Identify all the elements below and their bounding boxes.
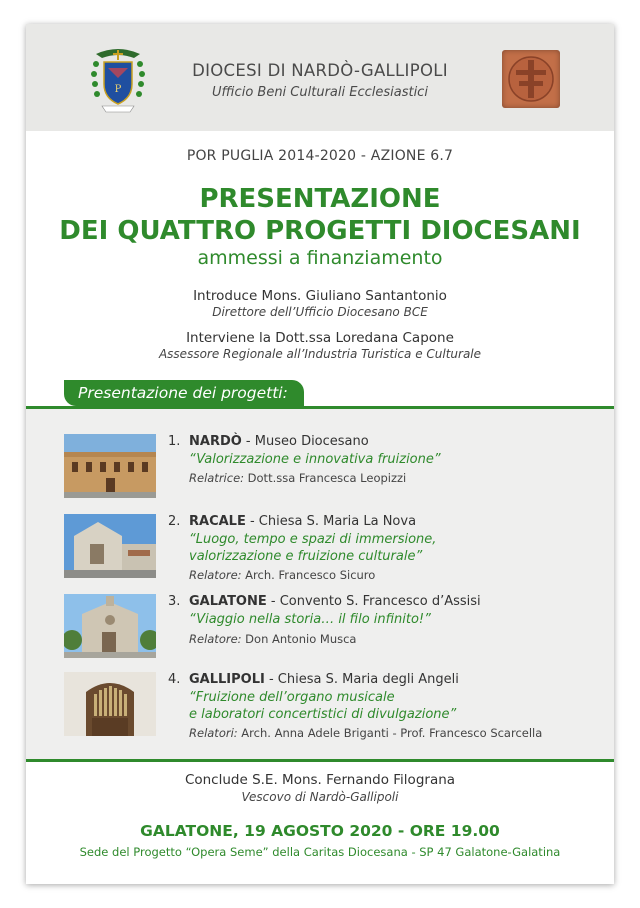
convent-photo bbox=[64, 594, 156, 658]
project-title: “Luogo, tempo e spazi di immersione, bbox=[189, 532, 437, 547]
project-number: 2. bbox=[168, 514, 181, 529]
speaker-name: Dott.ssa Francesca Leopizzi bbox=[244, 471, 407, 485]
project-speaker bbox=[189, 568, 375, 582]
speaker: Interviene la Dott.ssa Loredana Capone bbox=[186, 330, 454, 346]
office-name: Ufficio Beni Culturali Ecclesiastici bbox=[212, 85, 428, 100]
title-line-2: DEI QUATTRO PROGETTI DIOCESANI bbox=[59, 216, 581, 246]
title-line-3: ammessi a finanziamento bbox=[197, 247, 443, 269]
project-number: 1. bbox=[168, 434, 181, 449]
church-photo bbox=[64, 514, 156, 578]
svg-text:P: P bbox=[114, 84, 122, 95]
introducer-role: Direttore dell’Ufficio Diocesano BCE bbox=[212, 305, 428, 319]
speaker-name: Don Antonio Musca bbox=[241, 632, 357, 646]
project-city: GALATONE bbox=[189, 594, 267, 609]
project-speaker bbox=[189, 471, 406, 485]
conclusion: Conclude S.E. Mons. Fernando Filograna bbox=[184, 772, 456, 788]
speaker-name: Arch. Francesco Sicuro bbox=[241, 568, 376, 582]
event-date: GALATONE, 19 AGOSTO 2020 - ORE 19.00 bbox=[140, 822, 500, 840]
project-title: valorizzazione e fruizione culturale” bbox=[189, 549, 423, 564]
project-speaker bbox=[189, 632, 356, 646]
project-heading bbox=[189, 594, 481, 609]
speaker-role-label: Relatore: bbox=[189, 632, 242, 646]
terracotta-cross-tile-icon bbox=[502, 50, 560, 108]
project-title: “Fruizione dell’organo musicale bbox=[189, 690, 395, 705]
bishop-coat-of-arms-icon bbox=[90, 46, 146, 116]
project-speaker bbox=[189, 726, 542, 740]
project-heading bbox=[189, 672, 459, 687]
project-number: 3. bbox=[168, 594, 181, 609]
conclusion-role: Vescovo di Nardò-Gallipoli bbox=[241, 790, 399, 804]
speaker-name: Arch. Anna Adele Briganti - Prof. Francesco Scarcella bbox=[237, 726, 543, 740]
diocese-name: DIOCESI DI NARDÒ-GALLIPOLI bbox=[192, 61, 448, 80]
project-title: e laboratori concertistici di divulgazione” bbox=[189, 707, 457, 722]
section-banner: Presentazione dei progetti: bbox=[64, 380, 304, 406]
museum-photo bbox=[64, 434, 156, 498]
speaker-role-label: Relatrice: bbox=[189, 471, 245, 485]
project-number: 4. bbox=[168, 672, 181, 687]
speaker-role: Assessore Regionale all’Industria Turistica e Culturale bbox=[158, 347, 482, 361]
speaker-role-label: Relatore: bbox=[189, 568, 242, 582]
project-venue: - Convento S. Francesco d’Assisi bbox=[266, 594, 481, 609]
project-heading bbox=[189, 514, 416, 529]
project-city: GALLIPOLI bbox=[189, 672, 265, 687]
project-city: NARDÒ bbox=[189, 434, 242, 449]
program-label: POR PUGLIA 2014-2020 - AZIONE 6.7 bbox=[186, 148, 454, 164]
header bbox=[26, 24, 614, 131]
introducer: Introduce Mons. Giuliano Santantonio bbox=[193, 288, 447, 304]
project-city: RACALE bbox=[189, 514, 246, 529]
project-venue: - Museo Diocesano bbox=[241, 434, 369, 449]
project-title: “Viaggio nella storia… il filo infinito!” bbox=[189, 612, 431, 627]
project-venue: - Chiesa S. Maria La Nova bbox=[245, 514, 417, 529]
event-venue: Sede del Progetto “Opera Seme” della Caritas Diocesana - SP 47 Galatone-Galatina bbox=[79, 845, 561, 859]
title-line-1: PRESENTAZIONE bbox=[199, 184, 441, 214]
project-title: “Valorizzazione e innovativa fruizione” bbox=[189, 452, 441, 467]
project-venue: - Chiesa S. Maria degli Angeli bbox=[264, 672, 459, 687]
poster bbox=[26, 24, 614, 884]
speaker-role-label: Relatori: bbox=[189, 726, 238, 740]
project-heading bbox=[189, 434, 369, 449]
organ-photo bbox=[64, 672, 156, 736]
